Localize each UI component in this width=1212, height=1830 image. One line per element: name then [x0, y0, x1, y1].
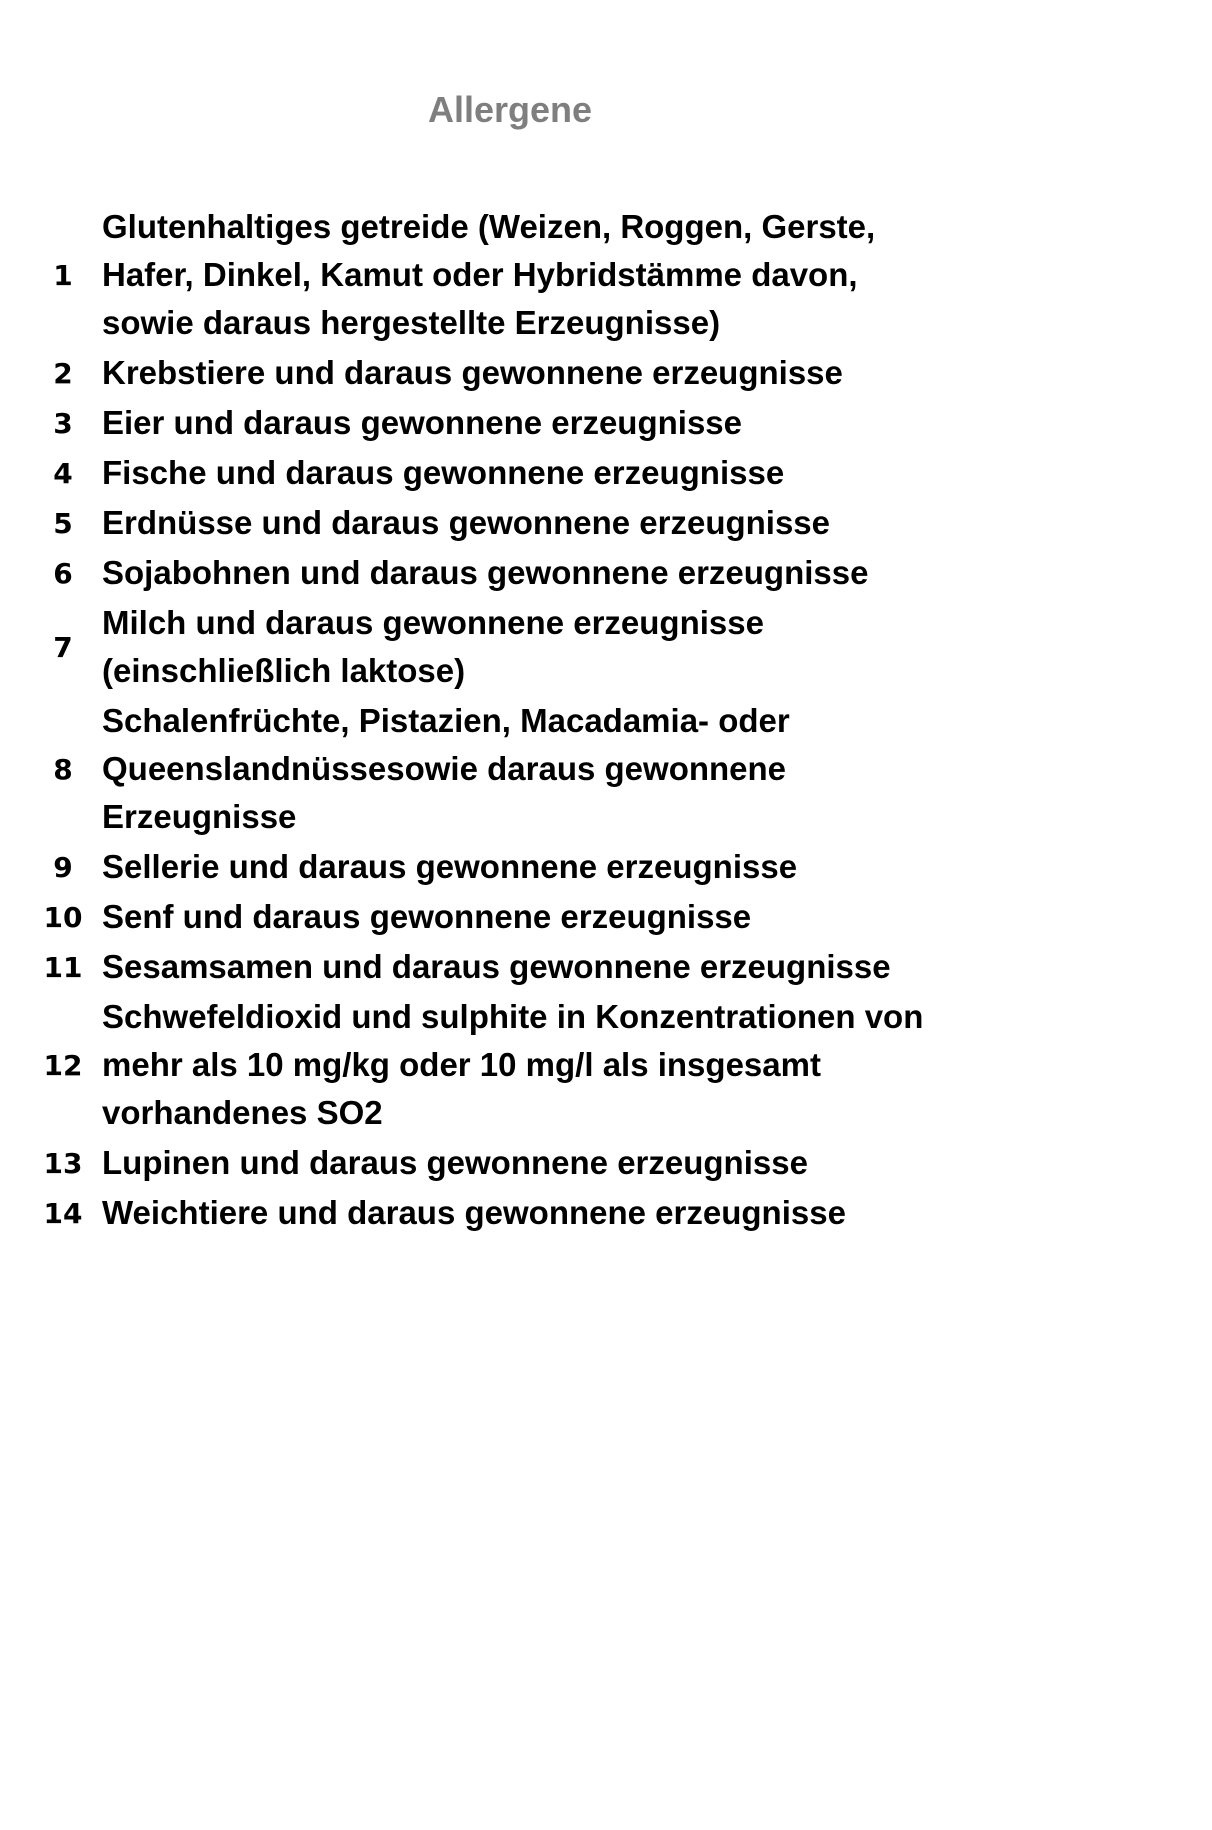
- allergen-row: [24, 598, 1024, 696]
- allergen-text: Erdnüsse und daraus gewonnene erzeugnisse: [102, 504, 831, 541]
- allergen-row: [24, 202, 1024, 348]
- allergen-number: 9: [53, 850, 73, 884]
- allergen-text: Schalenfrüchte, Pistazien, Macadamia- oder Queenslandnüssesowie daraus gewonnene Erzeugnisse: [102, 702, 790, 835]
- allergen-number: 6: [53, 556, 73, 590]
- allergen-list: [24, 202, 1024, 1238]
- allergen-text: Eier und daraus gewonnene erzeugnisse: [102, 404, 743, 441]
- allergen-row: [24, 942, 1024, 992]
- allergen-text: Krebstiere und daraus gewonnene erzeugnisse: [102, 354, 843, 391]
- allergen-row: [24, 892, 1024, 942]
- allergen-text: Sellerie und daraus gewonnene erzeugnisse: [102, 848, 798, 885]
- allergen-number: 3: [53, 406, 73, 440]
- allergen-number: 12: [43, 1048, 83, 1082]
- allergen-number: 10: [43, 900, 83, 934]
- allergen-row: [24, 1138, 1024, 1188]
- allergen-text: Sojabohnen und daraus gewonnene erzeugnisse: [102, 554, 869, 591]
- allergen-number: 14: [43, 1196, 83, 1230]
- allergen-number: 1: [53, 258, 73, 292]
- allergen-number: 4: [53, 456, 73, 490]
- allergen-row: [24, 398, 1024, 448]
- allergen-row: [24, 548, 1024, 598]
- allergen-text: Sesamsamen und daraus gewonnene erzeugnisse: [102, 948, 891, 985]
- allergen-text: Schwefeldioxid und sulphite in Konzentrationen von mehr als 10 mg/kg oder 10 mg/l als insgesamt vorhandenes SO2: [102, 998, 924, 1131]
- allergen-row: [24, 348, 1024, 398]
- page-title: Allergene: [427, 89, 593, 130]
- allergen-text: Weichtiere und daraus gewonnene erzeugnisse: [102, 1194, 846, 1231]
- allergen-row: [24, 448, 1024, 498]
- allergen-text: Milch und daraus gewonnene erzeugnisse (einschließlich laktose): [102, 604, 764, 689]
- allergen-number: 11: [43, 950, 83, 984]
- allergen-row: [24, 696, 1024, 842]
- allergen-row: [24, 498, 1024, 548]
- allergen-text: Glutenhaltiges getreide (Weizen, Roggen, Gerste, Hafer, Dinkel, Kamut oder Hybridstämme davon, sowie daraus hergestellte Erzeugnisse): [102, 208, 876, 341]
- allergen-number: 2: [53, 356, 73, 390]
- allergen-text: Senf und daraus gewonnene erzeugnisse: [102, 898, 752, 935]
- allergen-row: [24, 992, 1024, 1138]
- allergen-number: 5: [53, 506, 73, 540]
- allergen-number: 13: [43, 1146, 83, 1180]
- allergen-number: 8: [53, 752, 73, 786]
- allergen-text: Lupinen und daraus gewonnene erzeugnisse: [102, 1144, 808, 1181]
- allergen-text: Fische und daraus gewonnene erzeugnisse: [102, 454, 785, 491]
- allergen-row: [24, 842, 1024, 892]
- allergen-number: 7: [53, 630, 73, 664]
- allergen-row: [24, 1188, 1024, 1238]
